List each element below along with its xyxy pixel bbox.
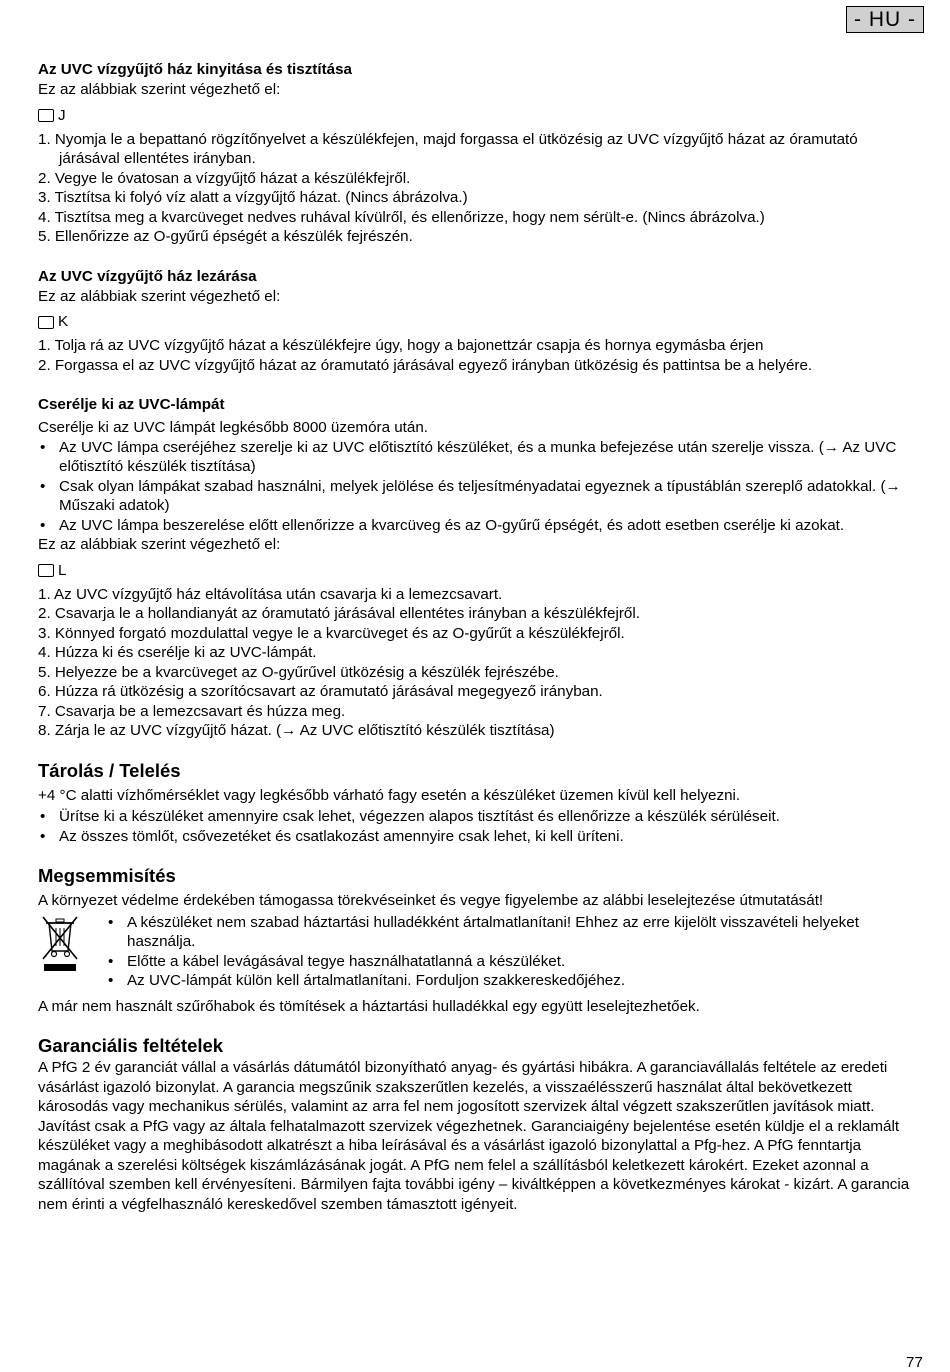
list-item: 1. Az UVC vízgyűjtő ház eltávolítása után csavarja ki a lemezcsavart. — [38, 585, 503, 603]
figure-icon — [38, 564, 54, 577]
section-intro: Ez az alábbiak szerint végezhető el: — [38, 287, 281, 305]
steps-list — [38, 336, 918, 375]
section-outro: A már nem használt szűrőhabok és tömítések a háztartási hulladékkal egy együtt leselejtezhetőek. — [38, 997, 700, 1015]
list-item: 6. Húzza rá ütközésig a szorítócsavart az óramutató járásával megegyező irányban. — [38, 683, 603, 700]
steps-list — [38, 130, 918, 247]
figure-reference — [38, 106, 918, 126]
section-intro: +4 °C alatti vízhőmérséklet vagy legkésőbb várható fagy esetén a készüléket üzemen kívül kell helyezni. — [38, 786, 741, 804]
section-heading-disposal: Megsemmisítés — [38, 865, 176, 886]
list-item: 4. Tisztítsa meg a kvarcüveget nedves ruhával kívülről, és ellenőrizze, hogy nem sérült-e. (Nincs ábrázolva.) — [38, 208, 765, 226]
list-item: 5. Helyezze be a kvarcüveget az O-gyűrűvel ütközésig a készülék fejrészébe. — [38, 663, 559, 681]
list-item: 5. Ellenőrizze az O-gyűrű épségét a készülék fejrészén. — [38, 228, 413, 245]
list-item: • A készüléket nem szabad háztartási hulladékként ártalmatlanítani! Ehhez az erre kijelölt visszavételi helyeket használja. — [106, 913, 918, 952]
list-item: 2. Vegye le óvatosan a vízgyűjtő házat a készülékfejről. — [38, 169, 411, 187]
language-badge: - HU - — [846, 6, 924, 33]
list-item: 2. Csavarja le a hollandianyát az óramutató járásával ellentétes irányban a készülékfejről. — [38, 605, 640, 622]
section-heading-replace-lamp: Cserélje ki az UVC-lámpát — [38, 396, 225, 413]
list-item: 8. Zárja le az UVC vízgyűjtő házat. (→ Az UVC előtisztító készülék tisztítása) — [38, 722, 555, 739]
list-item: • Az összes tömlőt, csővezetéket és csatlakozást amennyire csak lehet, ki kell üríteni. — [38, 827, 918, 847]
list-item: • Az UVC lámpa cseréjéhez szerelje ki az UVC előtisztító készüléket, és a munka befejezése után szerelje vissza. (→ Az UVC előtisztító készülék tisztítása) — [38, 438, 918, 477]
figure-icon — [38, 109, 54, 122]
section-intro: Ez az alábbiak szerint végezhető el: — [38, 81, 281, 98]
list-item: 7. Csavarja be a lemezcsavart és húzza meg. — [38, 702, 346, 720]
section-heading-close: Az UVC vízgyűjtő ház lezárása — [38, 267, 257, 285]
section-heading-open-clean: Az UVC vízgyűjtő ház kinyitása és tisztítása — [38, 61, 352, 78]
warranty-text: A PfG 2 év garanciát vállal a vásárlás dátumától bizonyítható anyag- és gyártási hibákra. A garanciavállalás feltétele az eredeti vásárlást igazoló bizonylat. A garancia megszűnik szakszerűtlen kezelés, a visszaélésszerű használat által bekövetkezett károsodás vagy mechanikus sérülés, valamint az arra fel nem jogosított szervizek által végzett szakszerűtlen javítások miatt. Javítást csak a PfG vagy az általa felhatalmazott szervizek végezhetnek. Garanciaigény bejelentése esetén küldje el a reklamált készüléket vagy a meghibásodott alkatrészt a hiba leírásával és a vásárlást igazoló bizonylattal a Pfg-hez. A PfG fenntartja magának a szerelési költségek kiszámlázásának jogát. A PfG nem felel a szállításból keletkezett károkért. Ezeket azonnal a szállítóval szemben kell érvényesíteni. Bármilyen fajta további igény – kiváltképpen a következményes károkat - kizárt. A garancia nem érinti a végfelhasználó kereskedővel szemben támasztott igényeit. — [38, 1059, 910, 1213]
list-item: 3. Könnyed forgató mozdulattal vegye le a kvarcüveget és az O-gyűrűt a készülékfejről. — [38, 624, 625, 642]
figure-reference — [38, 561, 918, 581]
list-item: • Az UVC-lámpát külön kell ártalmatlanítani. Forduljon szakkereskedőjéhez. — [106, 971, 918, 991]
list-item: 3. Tisztítsa ki folyó víz alatt a vízgyűjtő házat. (Nincs ábrázolva.) — [38, 189, 468, 206]
figure-label: K — [58, 313, 69, 330]
list-item: 4. Húzza ki és cserélje ki az UVC-lámpát. — [38, 644, 317, 661]
figure-label: J — [58, 106, 66, 124]
bullet-list — [106, 913, 918, 991]
figure-icon — [38, 316, 54, 329]
page-number: 77 — [906, 1354, 923, 1371]
figure-label: L — [58, 561, 67, 579]
section-intro: Cserélje ki az UVC lámpát legkésőbb 8000 üzemóra után. — [38, 419, 429, 436]
disposal-block — [38, 913, 918, 991]
section-intro: Ez az alábbiak szerint végezhető el: — [38, 536, 281, 553]
list-item: • Csak olyan lámpákat szabad használni, melyek jelölése és teljesítményadatai egyeznek a típustáblán szereplő adatokkal. (→ Műszaki adatok) — [38, 477, 918, 516]
page-content — [38, 59, 918, 1214]
section-heading-storage: Tárolás / Telelés — [38, 759, 181, 781]
list-item: • Ürítse ki a készüléket amennyire csak lehet, végezzen alapos tisztítást és ellenőrizze a készülék sérüléseit. — [38, 807, 918, 827]
figure-reference — [38, 312, 918, 332]
bullet-list — [38, 807, 918, 846]
bullet-list — [38, 438, 918, 536]
section-heading-warranty: Garanciális feltételek — [38, 1035, 224, 1056]
list-item: • Előtte a kábel levágásával tegye használhatatlanná a készüléket. — [106, 952, 918, 972]
section-intro: A környezet védelme érdekében támogassa törekvéseinket és vegye figyelembe az alábbi leselejtezése útmutatását! — [38, 892, 824, 909]
steps-list — [38, 585, 918, 741]
list-item: 2. Forgassa el az UVC vízgyűjtő házat az óramutató járásával egyező irányban ütközésig és pattintsa be a helyére. — [38, 356, 813, 374]
list-item: • Az UVC lámpa beszerelése előtt ellenőrizze a kvarcüveg és az O-gyűrű épségét, és adott esetben cserélje ki azokat. — [38, 516, 918, 536]
crossed-out-wheelie-bin-icon — [38, 913, 84, 991]
list-item: 1. Nyomja le a bepattanó rögzítőnyelvet a készülékfejen, majd forgassa el ütközésig az UVC vízgyűjtő házat az óramutató járásával ellentétes irányban. — [38, 130, 858, 167]
list-item: 1. Tolja rá az UVC vízgyűjtő házat a készülékfejre úgy, hogy a bajonettzár csapja és hornya egymásba érjen — [38, 337, 764, 354]
